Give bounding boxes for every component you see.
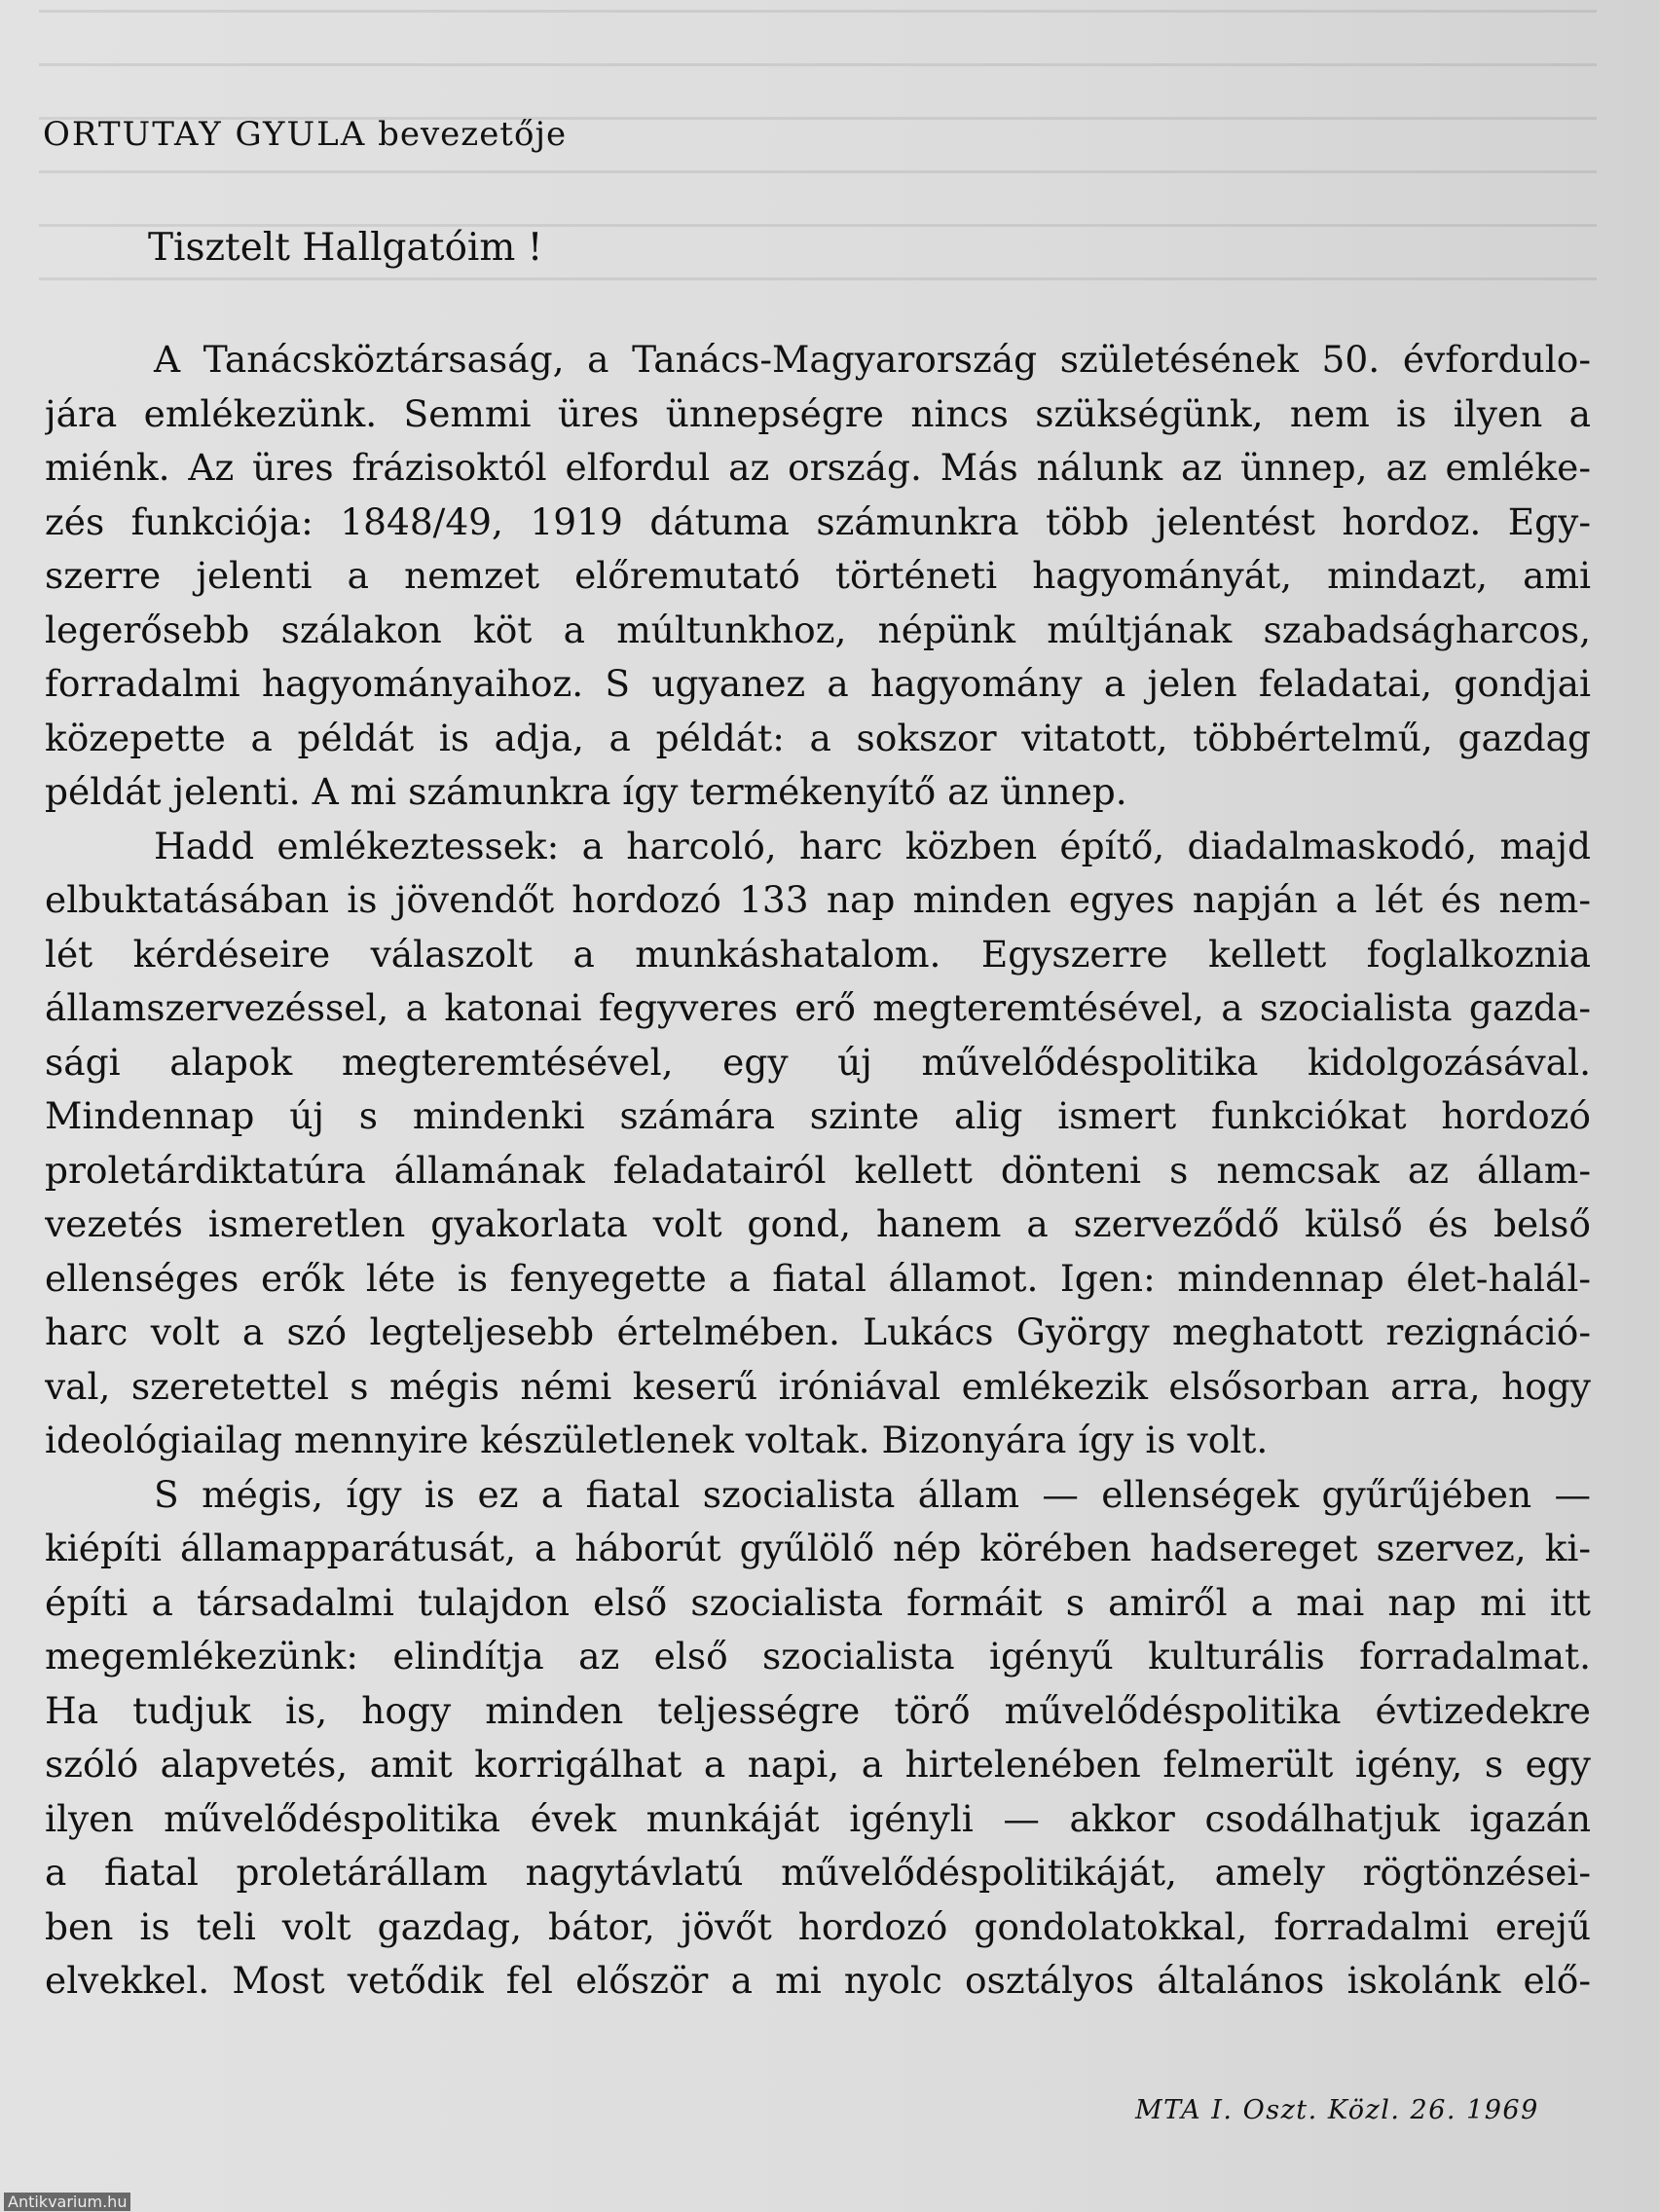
text-line: S mégis, így is ez a fiatal szocialista állam — ellenségek gyűrűjében —: [154, 1472, 1591, 1516]
salutation: Tisztelt Hallgatóim !: [148, 226, 543, 270]
text-line: legerősebb szálakon köt a múltunkhoz, népünk múltjának szabadságharcos,: [45, 608, 1591, 651]
text-line: proletárdiktatúra államának feladatairól kellett dönteni s nemcsak az állam-: [45, 1148, 1591, 1192]
text-line: ben is teli volt gazdag, bátor, jövőt hordozó gondolatokkal, forradalmi erejű: [45, 1904, 1591, 1948]
text-line: közepette a példát is adja, a példát: a sokszor vitatott, többértelmű, gazdag: [45, 716, 1591, 759]
text-line: ideológiailag mennyire készületlenek voltak. Bizonyára így is volt.: [45, 1419, 1269, 1461]
text-line: harc volt a szó legteljesebb értelmében. Lukács György meghatott rezignáció-: [45, 1310, 1591, 1353]
text-line: vezetés ismeretlen gyakorlata volt gond, hanem a szerveződő külső és belső: [45, 1202, 1591, 1245]
body-text: [45, 333, 1591, 2009]
text-line: példát jelenti. A mi számunkra így termékenyítő az ünnep.: [45, 770, 1127, 813]
text-line: elvekkel. Most vetődik fel először a mi nyolc osztályos általános iskolánk elő-: [45, 1959, 1591, 2002]
text-line: Mindennap új s mindenki számára szinte alig ismert funkciókat hordozó: [45, 1094, 1591, 1137]
text-line: forradalmi hagyományaihoz. S ugyanez a hagyomány a jelen feladatai, gondjai: [45, 662, 1591, 705]
text-line: a fiatal proletárállam nagytávlatú művelődéspolitikáját, amely rögtönzései-: [45, 1851, 1591, 1894]
text-line: jára emlékezünk. Semmi üres ünnepségre nincs szükségünk, nem is ilyen a: [45, 391, 1591, 435]
heading-label: bevezetője: [378, 115, 568, 154]
text-line: kiépíti államapparátusát, a háborút gyűlölő nép körében hadsereget szervez, ki-: [45, 1527, 1591, 1569]
text-line: ilyen művelődéspolitika évek munkáját igényli — akkor csodálhatjuk igazán: [45, 1796, 1591, 1840]
text-line: szóló alapvetés, amit korrigálhat a napi, a hirtelenében felmerült igény, s egy: [45, 1743, 1591, 1786]
text-line: Hadd emlékeztessek: a harcoló, harc közben építő, diadalmaskodó, majd: [154, 824, 1591, 867]
text-line: építi a társadalmi tulajdon első szocialista formáit s amiről a mai nap mi itt: [45, 1580, 1591, 1624]
text-line: ellenséges erők léte is fenyegette a fiatal államot. Igen: mindennap élet-halál-: [45, 1256, 1591, 1300]
text-line: szerre jelenti a nemzet előremutató történeti hagyományát, mindazt, ami: [45, 554, 1591, 597]
text-line: elbuktatásában is jövendőt hordozó 133 nap minden egyes napján a lét és nem-: [45, 878, 1591, 921]
text-line: megemlékezünk: elindítja az első szocialista igényű kulturális forradalmat.: [45, 1635, 1591, 1677]
heading-author: ORTUTAY GYULA: [43, 115, 367, 154]
text-line: sági alapok megteremtésével, egy új művelődéspolitika kidolgozásával.: [45, 1040, 1591, 1084]
text-line: miénk. Az üres frázisoktól elfordul az ország. Más nálunk az ünnep, az emléke-: [45, 446, 1591, 489]
text-line: Ha tudjuk is, hogy minden teljességre törő művelődéspolitika évtizedekre: [45, 1688, 1591, 1732]
bleed-through-texture: [39, 10, 1597, 321]
watermark: Antikvarium.hu: [4, 2193, 130, 2211]
text-line: zés funkciója: 1848/49, 1919 dátuma számunkra több jelentést hordoz. Egy-: [45, 499, 1591, 543]
text-line: lét kérdéseire válaszolt a munkáshatalom. Egyszerre kellett foglalkoznia: [45, 932, 1591, 976]
chapter-heading: [43, 115, 567, 154]
text-line: A Tanácsköztársaság, a Tanács-Magyarország születésének 50. évfordulo-: [154, 338, 1591, 381]
text-line: val, szeretettel s mégis némi keserű iróniával emlékezik elsősorban arra, hogy: [45, 1364, 1591, 1408]
text-line: államszervezéssel, a katonai fegyveres erő megteremtésével, a szocialista gazda-: [45, 986, 1591, 1029]
publication-footer: MTA I. Oszt. Közl. 26. 1969: [1135, 2095, 1539, 2125]
